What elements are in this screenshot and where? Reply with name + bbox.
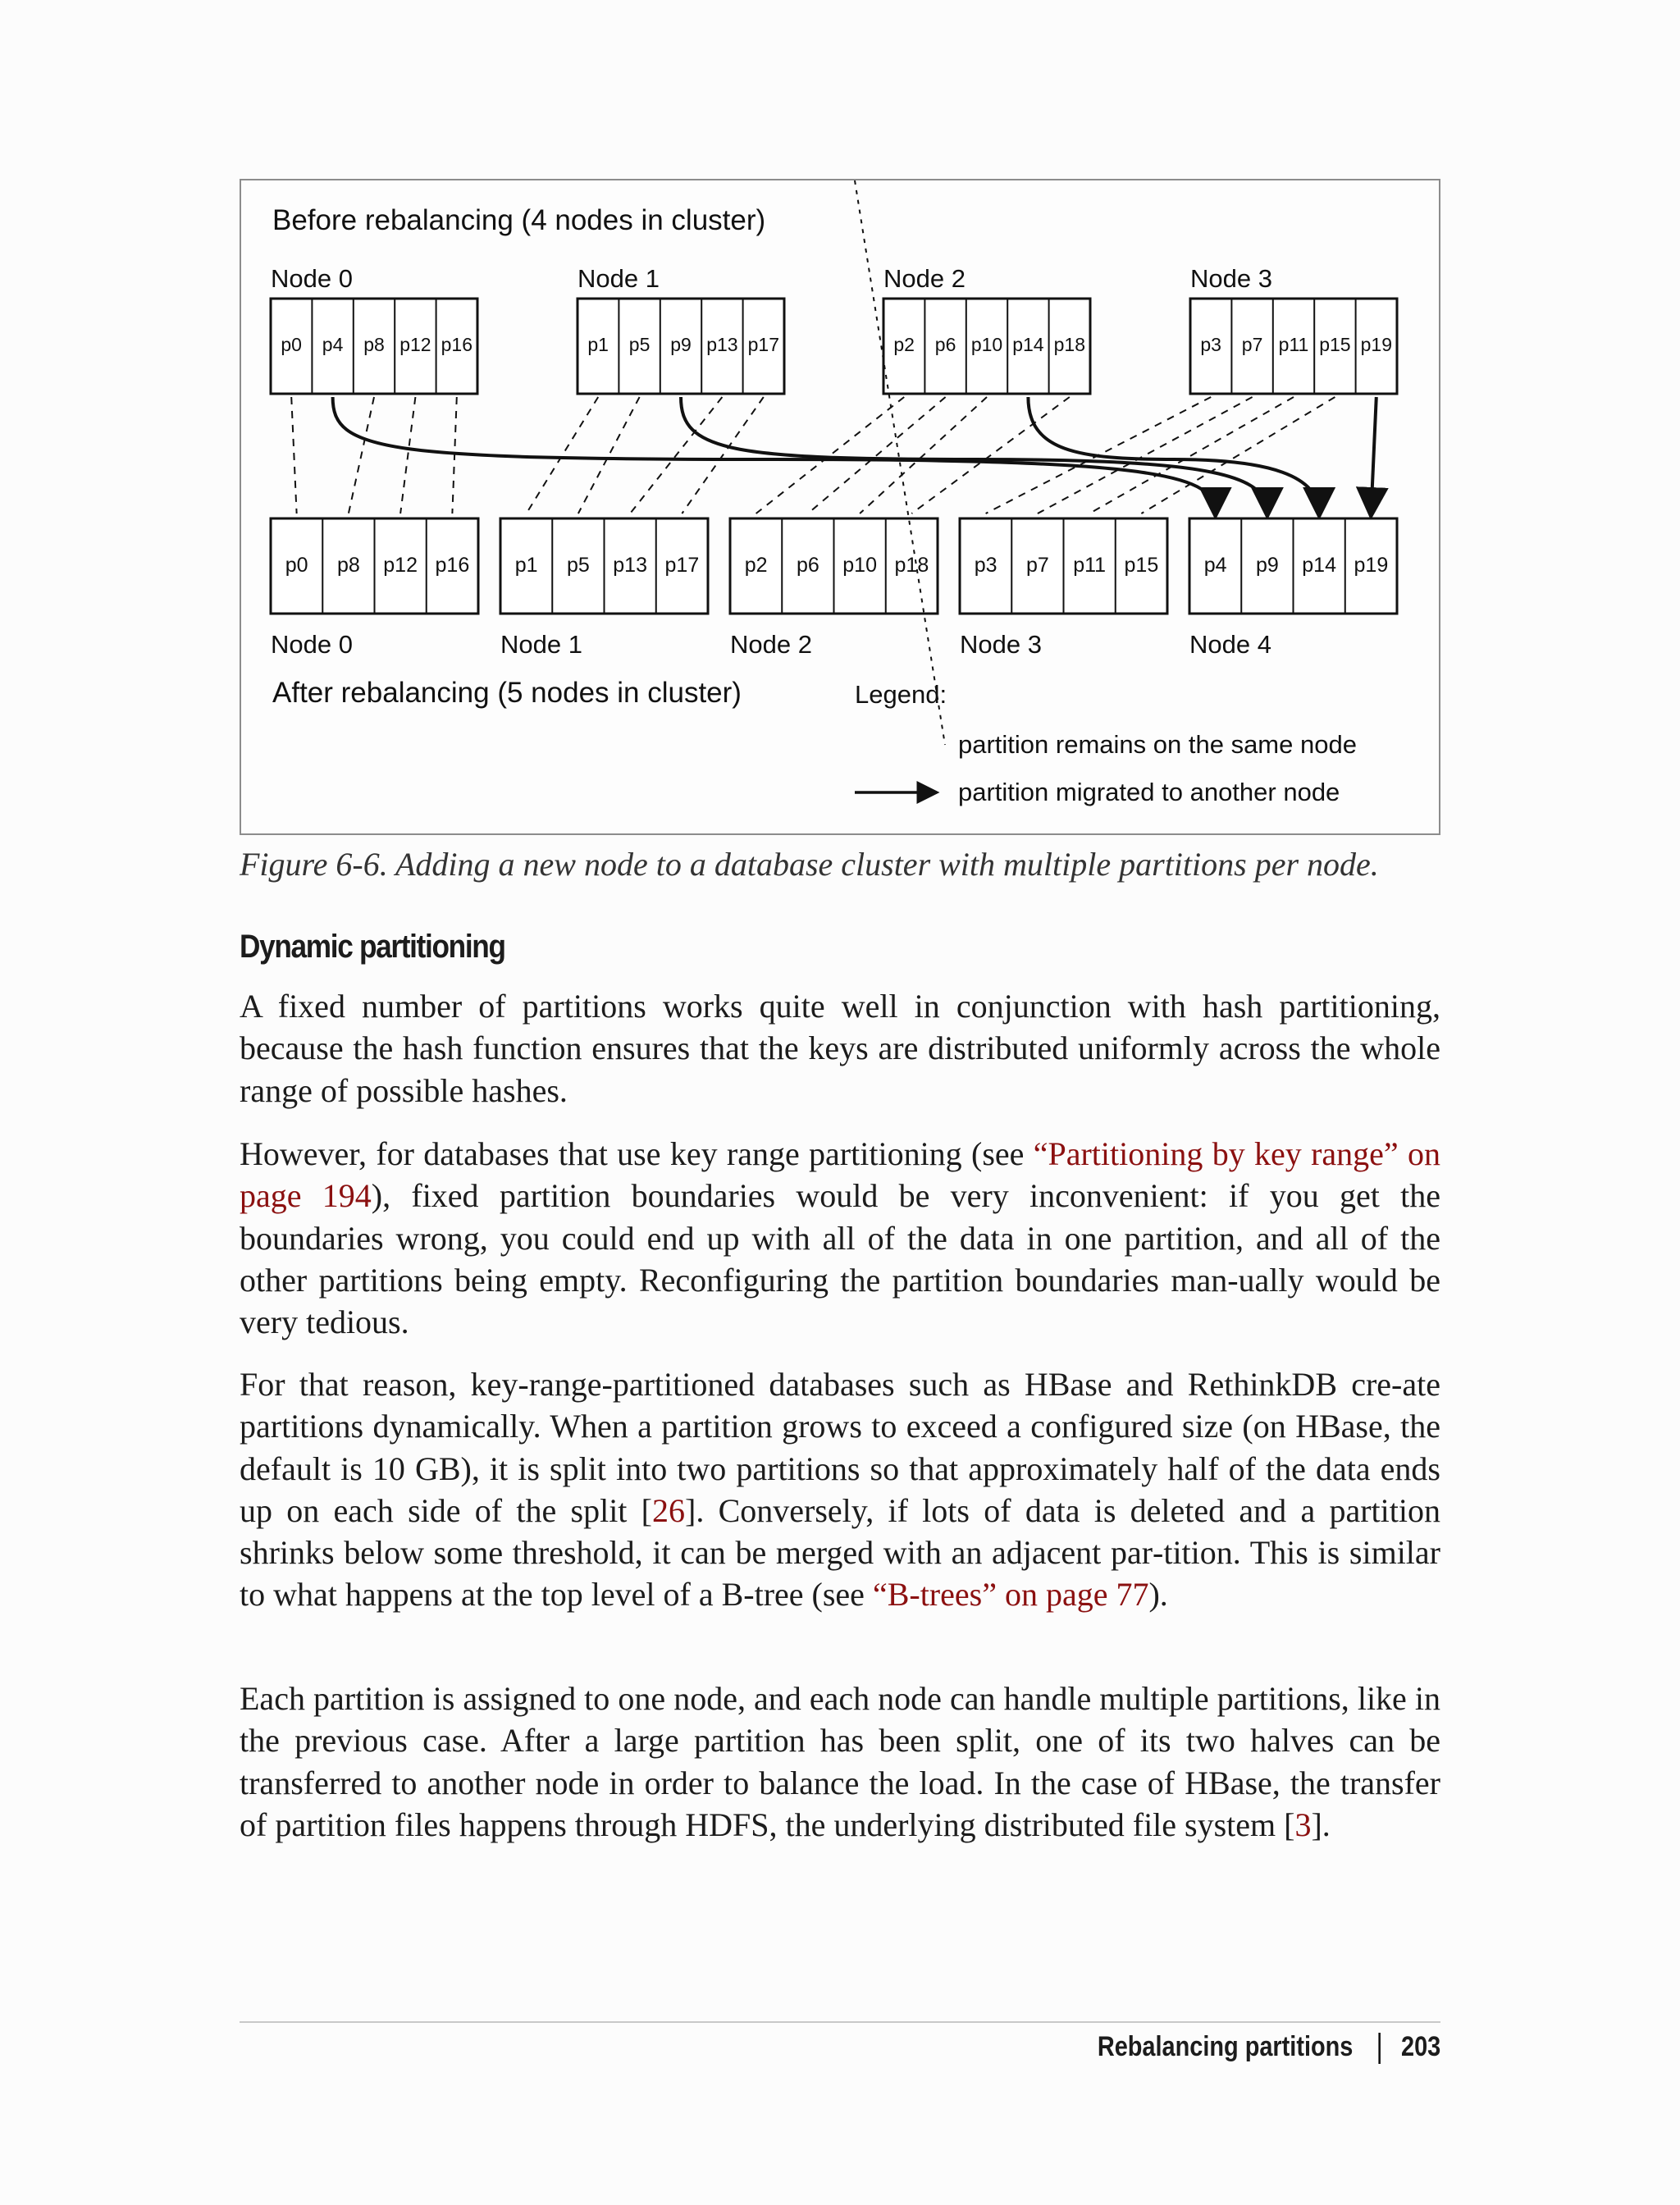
- partition-cell: p17: [664, 554, 700, 577]
- partition-cell: p6: [796, 554, 819, 577]
- rebalancing-diagram: [241, 180, 1439, 833]
- partition-cell: p19: [1354, 554, 1389, 577]
- partition-cell: p19: [1360, 334, 1392, 355]
- footer-separator: [1378, 2033, 1381, 2064]
- partition-cell: p1: [587, 334, 609, 355]
- before-node-label: Node 0: [271, 264, 353, 293]
- partition-cell: p12: [399, 334, 431, 355]
- partition-migrated-arrow: [1371, 397, 1376, 514]
- partition-stays-line: [1141, 397, 1335, 514]
- partition-stays-line: [452, 397, 456, 514]
- xref-partitioning-by-key-range[interactable]: “Partitioning by key range” on page 194: [240, 1135, 1440, 1215]
- citation-3[interactable]: 3: [1294, 1806, 1312, 1843]
- after-node-label: Node 1: [500, 630, 582, 659]
- partition-cell: p5: [566, 554, 590, 577]
- footer-section-title: Rebalancing partitions: [1097, 2031, 1354, 2062]
- partition-cell: p8: [336, 554, 360, 577]
- partition-stays-line: [860, 397, 987, 514]
- partition-cell: p7: [1241, 334, 1263, 355]
- after-nodes: [271, 518, 1397, 659]
- partition-cell: p18: [1053, 334, 1085, 355]
- partition-cell: p3: [974, 554, 998, 577]
- partition-cell: p0: [281, 334, 302, 355]
- partition-cell: p5: [628, 334, 651, 355]
- partition-stays-line: [400, 397, 415, 514]
- partition-cell: p13: [613, 554, 647, 577]
- paragraph-4-text-end: ].: [1311, 1806, 1331, 1843]
- partition-stays-line: [630, 397, 722, 514]
- before-nodes: [271, 264, 1397, 394]
- partition-cell: p17: [747, 334, 779, 355]
- before-node-label: Node 2: [883, 264, 966, 293]
- partition-stays-line: [349, 397, 374, 514]
- figure-caption: Figure 6-6. Adding a new node to a database cluster with multiple partitions per node.: [240, 846, 1379, 883]
- partition-cell: p4: [322, 334, 344, 355]
- partition-cell: p15: [1319, 334, 1351, 355]
- paragraph-3-text-mid: ]. Conversely, if lots of data is deleted and a partition shrinks below some threshold, it can be merged with an adjacent par‐tition. This is similar to what happens at the top level of a B-tree (see: [240, 1491, 1441, 1614]
- partition-cell: p10: [970, 334, 1003, 355]
- partition-cell: p14: [1302, 554, 1336, 577]
- section-heading: Dynamic partitioning: [240, 929, 505, 965]
- footer-rule: [240, 2021, 1440, 2023]
- xref-b-trees[interactable]: “B-trees” on page 77: [872, 1576, 1149, 1614]
- running-footer: [1098, 2031, 1440, 2064]
- partition-migrated-arrow: [681, 397, 1267, 514]
- paragraph-2-text: However, for databases that use key range partitioning (see: [240, 1135, 1034, 1172]
- legend-title: Legend:: [855, 680, 947, 709]
- figure-frame: [240, 179, 1440, 835]
- partition-cell: p14: [1012, 334, 1044, 355]
- partition-stays-line: [1038, 397, 1253, 514]
- partition-cell: p0: [285, 554, 308, 577]
- partition-cell: p1: [514, 554, 538, 577]
- partition-migrated-arrow: [1028, 397, 1319, 514]
- before-title: Before rebalancing (4 nodes in cluster): [272, 204, 766, 236]
- paragraph-3: [240, 1363, 1440, 1616]
- partition-cell: p8: [363, 334, 385, 355]
- paragraph-4: [240, 1678, 1440, 1846]
- paragraph-3-text: For that reason, key-range-partitioned databases such as HBase and RethinkDB cre‐ate partitions dynamically. When a partition grows to exceed a configured size (on HBase, the default is 10 GB), it is split into two partitions so that approximately half of the data ends up on each side of the split [: [240, 1366, 1440, 1529]
- partition-cell: p11: [1278, 334, 1309, 355]
- before-node-label: Node 3: [1190, 264, 1272, 293]
- paragraph-4-text: Each partition is assigned to one node, and each node can handle multiple partitions, like in the previous case. After a large partition has been split, one of its two halves can be transferred to another node in order to balance the load. In the case of HBase, the transfer of partition files happens through HDFS, the underlying distributed file system [: [240, 1680, 1440, 1843]
- before-node-label: Node 1: [578, 264, 660, 293]
- partition-stays-line: [986, 397, 1212, 514]
- partition-cell: p16: [441, 334, 472, 355]
- after-node-label: Node 3: [960, 630, 1042, 659]
- paragraph-2: [240, 1133, 1440, 1343]
- partition-stays-line: [808, 397, 946, 514]
- partition-cell: p6: [934, 334, 956, 355]
- partition-cell: p15: [1124, 554, 1159, 577]
- partition-stays-line: [682, 397, 763, 514]
- partition-cell: p3: [1200, 334, 1221, 355]
- partition-cell: p2: [744, 554, 768, 577]
- partition-cell: p16: [435, 554, 470, 577]
- page-number: 203: [1400, 2031, 1440, 2062]
- after-node-label: Node 0: [271, 630, 353, 659]
- partition-cell: p10: [842, 554, 877, 577]
- partition-cell: p9: [1255, 554, 1279, 577]
- partition-stays-line: [291, 397, 296, 514]
- partition-cell: p13: [706, 334, 738, 355]
- partition-cell: p9: [670, 334, 692, 355]
- legend-arrow-text: partition migrated to another node: [958, 778, 1340, 806]
- partition-cell: p4: [1203, 554, 1227, 577]
- paragraph-3-text-end: ).: [1148, 1576, 1168, 1614]
- partition-cell: p11: [1073, 554, 1107, 577]
- after-node-label: Node 2: [730, 630, 812, 659]
- legend-dashed-text: partition remains on the same node: [958, 730, 1357, 759]
- citation-26[interactable]: 26: [652, 1491, 686, 1529]
- connector-lines: [291, 397, 1376, 514]
- partition-cell: p2: [893, 334, 915, 355]
- partition-stays-line: [911, 397, 1069, 514]
- paragraph-1: A fixed number of partitions works quite well in conjunction with hash partitioning, because the hash function ensures that the keys are distributed uniformly across the whole range of possible hashes.: [240, 988, 1440, 1109]
- partition-cell: p7: [1025, 554, 1049, 577]
- after-node-label: Node 4: [1189, 630, 1271, 659]
- partition-cell: p12: [383, 554, 418, 577]
- paragraph-2-text-end: ), fixed partition boundaries would be very inconvenient: if you get the boundaries wrong, you could end up with all of the data in one partition, and all of the other partitions being empty. Reconfiguring the partition boundaries man‐ually would be very tedious.: [240, 1177, 1440, 1341]
- after-title: After rebalancing (5 nodes in cluster): [272, 677, 742, 709]
- partition-cell: p18: [894, 554, 929, 577]
